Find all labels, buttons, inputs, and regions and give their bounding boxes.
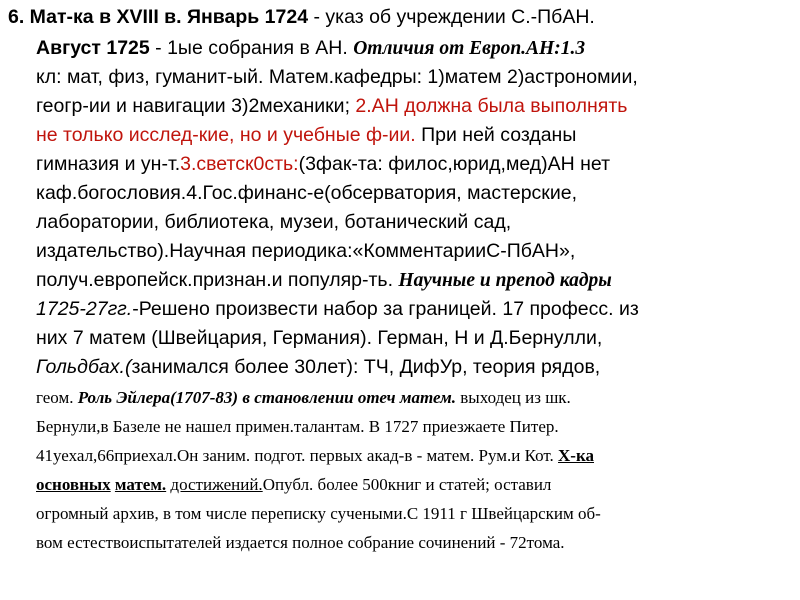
text-segment: вом естествоиспытателей издается полное собрание сочинений - 72тома. (36, 533, 565, 552)
text-line-1 (8, 6, 595, 29)
text-line-11 (36, 298, 639, 321)
text-segment: (3фак-та: филос,юрид,мед)АН нет (298, 153, 611, 175)
text-segment: получ.европейск.признан.и популяр-ть. (36, 269, 399, 291)
text-segment: Бернули,в Базеле не нашел примен.талантам. В 1727 приезжаете Питер. (36, 417, 559, 436)
text-line-15 (36, 417, 559, 437)
text-segment: геогр-ии и навигации 3)2механики; (36, 95, 356, 117)
text-line-12 (36, 327, 602, 350)
text-line-10 (36, 269, 612, 292)
text-segment: гимназия и ун-т. (36, 153, 181, 175)
text-segment: выходец из шк. (456, 388, 571, 407)
text-line-7 (36, 182, 577, 205)
text-segment: 2.АН должна была выполнять (355, 95, 628, 117)
text-line-2 (36, 37, 585, 60)
text-segment: Х-ка (558, 446, 594, 465)
text-line-19 (36, 533, 565, 553)
text-segment: 1725-27гг. (36, 298, 133, 320)
text-segment: кл: мат, физ, гуманит-ый. Матем.кафедры: 1)матем 2)астрономии, (36, 66, 638, 88)
text-line-8 (36, 211, 511, 234)
text-line-4 (36, 95, 627, 118)
text-line-9 (36, 240, 575, 263)
text-segment: издательство).Научная периодика:«КомментарииС-ПбАН», (36, 240, 576, 262)
text-segment: Опубл. более 500книг и статей; оставил (262, 475, 552, 494)
text-segment: каф.богословия.4.Гос.финанс-е(обсерватория, мастерские, (36, 182, 577, 204)
text-line-17 (36, 475, 551, 495)
text-segment: геом. (36, 388, 78, 407)
text-segment: При ней созданы (415, 124, 577, 146)
text-segment: -Решено произвести набор за границей. 17 професс. из (132, 298, 639, 320)
text-line-3 (36, 66, 638, 89)
text-segment: огромный архив, в том числе переписку сучеными.С 1911 г Швейцарским об- (36, 504, 601, 523)
text-line-18 (36, 504, 601, 524)
text-segment: них 7 матем (Швейцария, Германия). Герман, Н и Д.Бернулли, (36, 327, 603, 349)
text-line-5 (36, 124, 576, 147)
text-segment: матем. (114, 475, 167, 494)
text-segment: Гольдбах.( (36, 356, 132, 378)
text-segment: достижений. (170, 475, 263, 494)
text-segment: Роль Эйлера(1707-83) в становлении отеч матем. (77, 388, 457, 407)
text-segment: - 1ые собрания в АН. (149, 37, 354, 59)
text-segment: лаборатории, библиотека, музеи, ботанический сад, (36, 211, 512, 233)
text-segment: Отличия от Европ.АН:1.3 (353, 38, 586, 59)
text-segment: Научные и препод кадры (398, 270, 612, 291)
text-segment: основных (36, 475, 111, 494)
text-segment: - указ об учреждении С.-ПбАН. (308, 6, 595, 28)
text-segment: не только исслед-кие, но и учебные ф-ии. (36, 124, 416, 146)
text-line-6 (36, 153, 610, 176)
text-line-14 (36, 388, 571, 408)
text-segment: занимался более 30лет): ТЧ, ДифУр, теория рядов, (131, 356, 601, 378)
text-segment: 41уехал,66приехал.Он заним. подгот. первых акад-в - матем. Рум.и Кот. (36, 446, 559, 465)
text-segment: 3.светск0сть: (180, 153, 299, 175)
text-line-16 (36, 446, 594, 466)
text-line-13 (36, 356, 600, 379)
text-segment: 6. Мат-ка в XVIII в. Январь 1724 (8, 6, 309, 28)
text-segment: Август 1725 (36, 37, 150, 59)
